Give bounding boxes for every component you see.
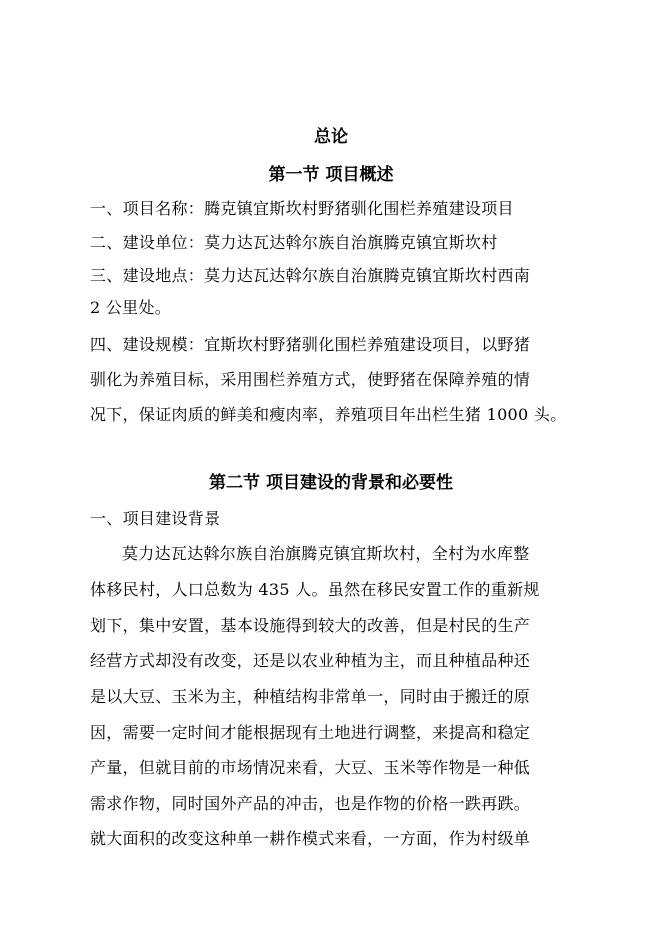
section1-line-6: 驯化为养殖目标，采用围栏养殖方式，使野猪在保障养殖的情: [90, 370, 531, 389]
section2-line-4: 经营方式却没有改变，还是以农业种植为主，而且种植品种还: [90, 651, 531, 670]
section1-line-4: 2 公里处。: [90, 298, 172, 317]
section1-line-2: 二、建设单位：莫力达瓦达斡尔族自治旗腾克镇宜斯坎村: [90, 233, 498, 252]
section2-heading: 第二节 项目建设的背景和必要性: [209, 473, 453, 493]
section2-line-7: 产量，但就目前的市场情况来看，大豆、玉米等作物是一种低: [90, 758, 531, 777]
section2-line-3: 划下，集中安置，基本设施得到较大的改善，但是村民的生产: [90, 616, 531, 635]
document-title: 总论: [314, 127, 348, 147]
section2-line-8: 需求作物，同时国外产品的冲击，也是作物的价格一跌再跌。: [90, 794, 531, 813]
section2-line-1: 莫力达瓦达斡尔族自治旗腾克镇宜斯坎村，全村为水库整: [122, 544, 530, 563]
section1-line-1: 一、项目名称：腾克镇宜斯坎村野猪驯化围栏养殖建设项目: [90, 199, 514, 218]
section2-line-5: 是以大豆、玉米为主，种植结构非常单一，同时由于搬迁的原: [90, 687, 531, 706]
section2-line-6: 因，需要一定时间才能根据现有土地进行调整，来提高和稳定: [90, 723, 531, 742]
section2-line-9: 就大面积的改变这种单一耕作模式来看，一方面，作为村级单: [90, 829, 531, 848]
section1-heading: 第一节 项目概述: [268, 165, 394, 185]
section1-line-3: 三、建设地点：莫力达瓦达斡尔族自治旗腾克镇宜斯坎村西南: [90, 266, 531, 285]
section2-line-2: 体移民村，人口总数为 435 人。虽然在移民安置工作的重新规: [90, 580, 540, 599]
section1-line-7: 况下，保证肉质的鲜美和瘦肉率，养殖项目年出栏生猪 1000 头。: [90, 405, 567, 424]
section1-line-5: 四、建设规模：宜斯坎村野猪驯化围栏养殖建设项目，以野猪: [90, 335, 531, 354]
section2-subheading: 一、项目建设背景: [90, 509, 221, 528]
